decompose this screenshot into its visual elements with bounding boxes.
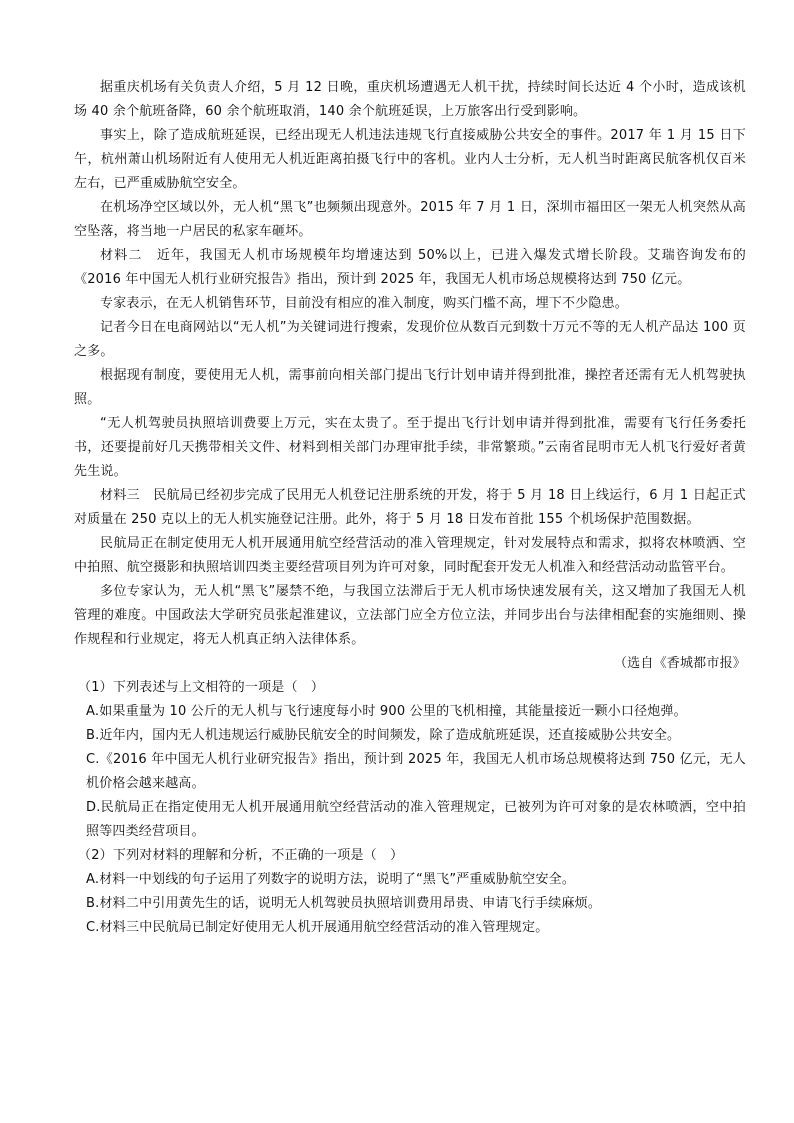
- document-page: [74, 76, 746, 940]
- question-2-option-a: A.材料一中划线的句子运用了列数字的说明方法，说明了“黑飞”严重威胁航空安全。: [86, 872, 576, 887]
- material-three-paragraph: 材料三 民航局已经初步完成了民用无人机登记注册系统的开发，将于 5 月 18 日上线运行，6 月 1 日起正式对质量在 250 克以上的无人机实施登记注册。此外，将于 5 月 18 日发布首批 155 个机场保护范围数据。: [74, 488, 746, 527]
- article-paragraph-7: 根据现有制度，要使用无人机，需事前向相关部门提出飞行计划申请并得到批准，操控者还需有无人机驾驶执照。: [74, 368, 746, 407]
- article-paragraph-5: 专家表示，在无人机销售环节，目前没有相应的准入制度，购买门槛不高，埋下不少隐患。: [100, 296, 629, 311]
- article-paragraph-3: 在机场净空区域以外，无人机“黑飞”也频频出现意外。2015 年 7 月 1 日，深圳市福田区一架无人机突然从高空坠落，将当地一户居民的私家车砸坏。: [74, 200, 746, 239]
- article-paragraph-1: 据重庆机场有关负责人介绍，5 月 12 日晚，重庆机场遭遇无人机干扰，持续时间长达近 4 个小时，造成该机场 40 余个航班备降，60 余个航班取消，140 余个航班延误，上万旅客出行受到影响。: [74, 80, 746, 119]
- question-1-option-b: B.近年内，国内无人机违规运行威胁民航安全的时间频发，除了造成航班延误，还直接威胁公共安全。: [86, 728, 681, 743]
- question-1-stem: （1）下列表述与上文相符的一项是（ ）: [78, 680, 325, 695]
- question-1-option-d: D.民航局正在指定使用无人机开展通用航空经营活动的准入管理规定，已被列为许可对象的是农林喷洒，空中拍照等四类经营项目。: [86, 800, 746, 839]
- material-two-paragraph: 材料二 近年，我国无人机市场规模年均增速达到 50%以上，已进入爆发式增长阶段。艾瑞咨询发布的《2016 年中国无人机行业研究报告》指出，预计到 2025 年，我国无人机市场总规模将达到 750 亿元。: [74, 248, 746, 287]
- article-source: （选自《香城都市报》: [613, 656, 746, 671]
- article-paragraph-2: 事实上，除了造成航班延误，已经出现无人机违法违规飞行直接威胁公共安全的事件。2017 年 1 月 15 日下午，杭州萧山机场附近有人使用无人机近距离拍摄飞行中的客机。业内人士分析，无人机当时距离民航客机仅百米左右，已严重威胁航空安全。: [74, 128, 746, 191]
- question-2-stem: （2）下列对材料的理解和分析，不正确的一项是（ ）: [78, 848, 404, 863]
- article-paragraph-11: 多位专家认为，无人机“黑飞”屡禁不绝，与我国立法滞后于无人机市场快速发展有关，这又增加了我国无人机管理的难度。中国政法大学研究员张起淮建议，立法部门应全方位立法，并同步出台与法律相配套的实施细则、操作规程和行业规定，将无人机真正纳入法律体系。: [74, 584, 746, 647]
- question-2-option-c: C.材料三中民航局已制定好使用无人机开展通用航空经营活动的准入管理规定。: [86, 920, 549, 935]
- question-1-option-c: C.《2016 年中国无人机行业研究报告》指出，预计到 2025 年，我国无人机市场总规模将达到 750 亿元，无人机价格会越来越高。: [86, 752, 746, 791]
- article-paragraph-10: 民航局正在制定使用无人机开展通用航空经营活动的准入管理规定，针对发展特点和需求，拟将农林喷洒、空中拍照、航空摄影和执照培训四类主要经营项目列为许可对象，同时配套开发无人机准入和经营活动动监管平台。: [74, 536, 746, 575]
- question-2-option-b: B.材料二中引用黄先生的话，说明无人机驾驶员执照培训费用昂贵、申请飞行手续麻烦。: [86, 896, 602, 911]
- article-paragraph-6: 记者今日在电商网站以“无人机”为关键词进行搜索，发现价位从数百元到数十万元不等的无人机产品达 100 页之多。: [74, 320, 746, 359]
- article-paragraph-8: “无人机驾驶员执照培训费要上万元，实在太贵了。至于提出飞行计划申请并得到批准，需要有飞行任务委托书，还要提前好几天携带相关文件、材料到相关部门办理审批手续，非常繁琐。”云南省昆明市无人机飞行爱好者黄先生说。: [74, 416, 746, 479]
- question-1-option-a: A.如果重量为 10 公斤的无人机与飞行速度每小时 900 公里的飞机相撞，其能量接近一颗小口径炮弹。: [86, 704, 687, 719]
